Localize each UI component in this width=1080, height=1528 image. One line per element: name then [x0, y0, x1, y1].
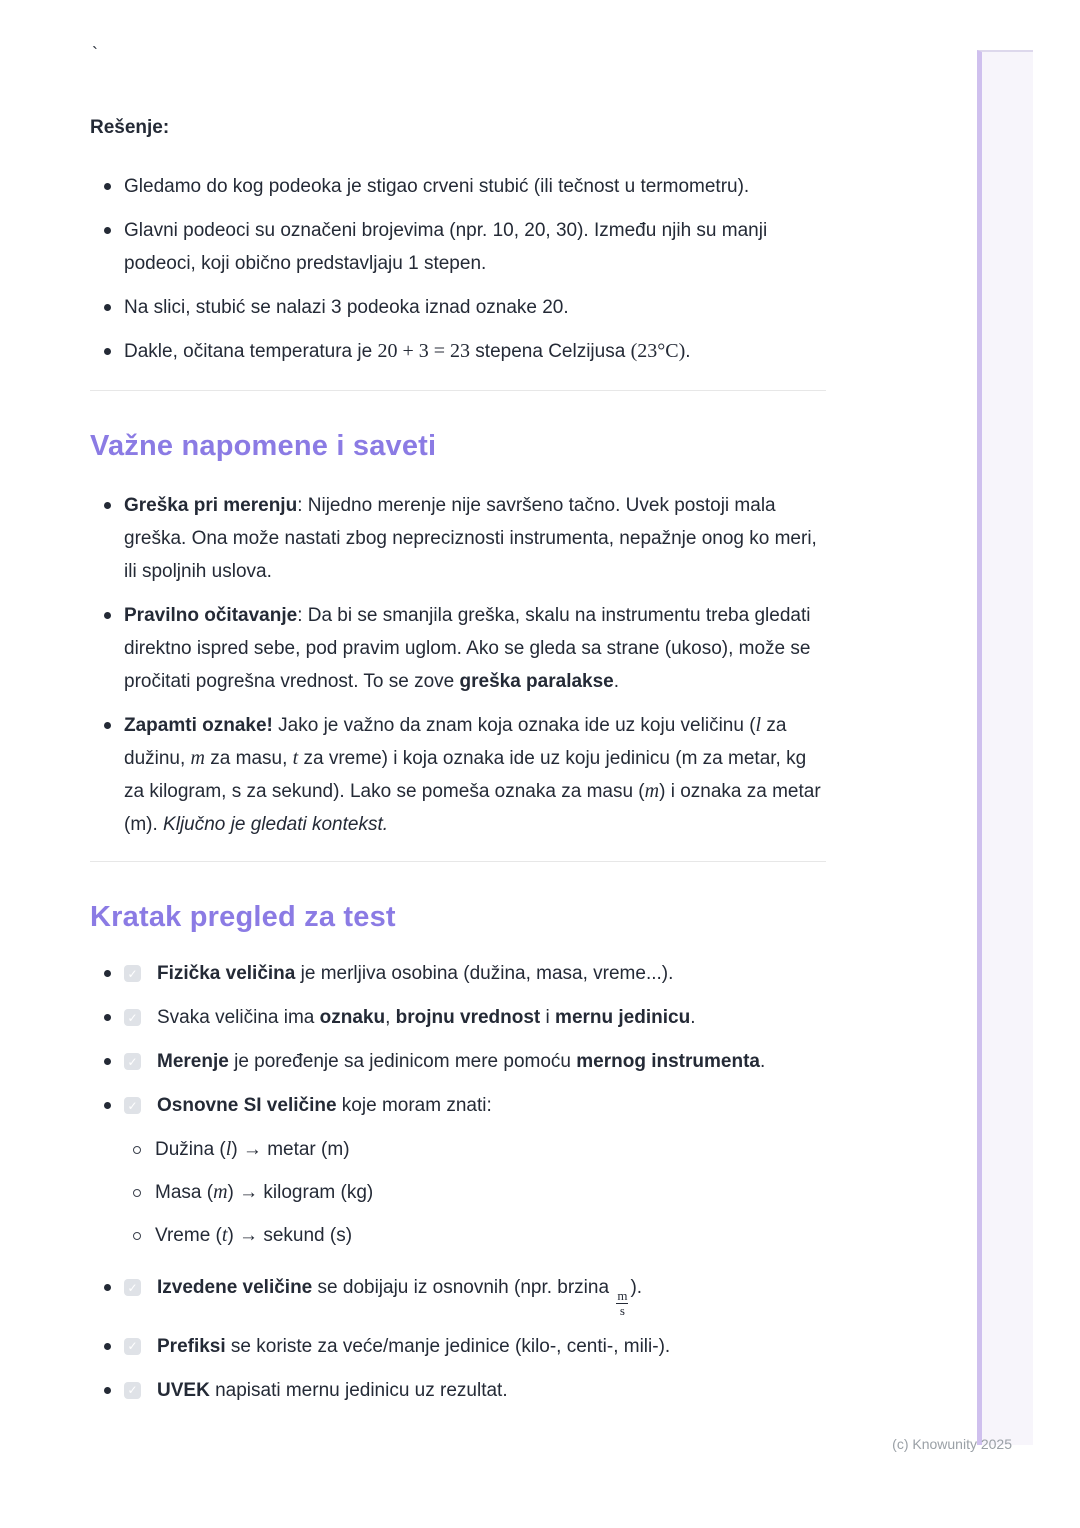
list-item-text: Glavni podeoci su označeni brojevima (npr. 10, 20, 30). Između njih su manji podeoci, koji obično predstavljaju 1 stepen.	[124, 220, 768, 274]
checklist-item	[90, 1089, 826, 1122]
sublist-item-text: Masa (m) → kilogram (kg)	[155, 1181, 374, 1203]
bullet-icon	[104, 304, 111, 311]
checklist-item	[90, 957, 826, 990]
review-section-title: Kratak pregled za test	[90, 901, 396, 933]
checklist-item	[90, 1271, 826, 1319]
list-item-text: Greška pri merenju: Nijedno merenje nije savršeno tačno. Uvek postoji mala greška. Ona može nastati zbog nepreciznosti instrumenta, nepažnje onog ko meri, ili spoljnih uslova.	[124, 495, 817, 582]
checklist-item	[90, 1374, 826, 1407]
checkbox-checked-icon: ✓	[124, 1382, 141, 1399]
checklist-item-text: Osnovne SI veličine koje moram znati:	[157, 1095, 492, 1116]
sublist-item	[90, 1219, 826, 1252]
sublist-item-text: Dužina (l) → metar (m)	[155, 1138, 350, 1160]
checklist-item-text: Prefiksi se koriste za veće/manje jedinice (kilo-, centi-, mili-).	[157, 1335, 671, 1357]
checklist-item-text: Merenje je poređenje sa jedinicom mere pomoću mernog instrumenta.	[157, 1051, 766, 1072]
solution-title: Rešenje:	[90, 117, 170, 138]
bullet-icon	[104, 227, 111, 234]
document-body	[90, 0, 826, 1418]
list-item-text: Pravilno očitavanje: Da bi se smanjila greška, skalu na instrumentu treba gledati direktno ispred sebe, pod pravim uglom. Ako se gleda sa strane (ukoso), može se pročitati pogrešna vrednost. To se zove greška paralakse.	[124, 605, 811, 692]
circle-bullet-icon	[133, 1189, 141, 1197]
list-item	[90, 489, 826, 588]
bullet-icon	[104, 1102, 111, 1109]
solution-list	[90, 170, 826, 368]
circle-bullet-icon	[133, 1146, 141, 1154]
list-item	[90, 335, 826, 368]
list-item	[90, 709, 826, 841]
notes-section-title: Važne napomene i saveti	[90, 430, 437, 462]
sublist-item-text: Vreme (t) → sekund (s)	[155, 1224, 353, 1246]
bullet-icon	[104, 970, 111, 977]
bullet-icon	[104, 1284, 111, 1291]
bullet-icon	[104, 1343, 111, 1350]
checkbox-checked-icon: ✓	[124, 965, 141, 982]
copyright-text: (c) Knowunity 2025	[892, 1436, 1012, 1452]
checklist-item	[90, 1330, 826, 1363]
notes-list	[90, 489, 826, 841]
checkbox-checked-icon: ✓	[124, 1279, 141, 1296]
fraction: $\frac{m}{s}$	[617, 1288, 628, 1319]
section-divider	[90, 861, 826, 862]
bullet-icon	[104, 348, 111, 355]
stray-backtick-char: `	[92, 44, 98, 64]
checkbox-checked-icon: ✓	[124, 1053, 141, 1070]
checkbox-checked-icon: ✓	[124, 1338, 141, 1355]
review-checklist	[90, 957, 826, 1407]
list-item	[90, 291, 826, 324]
bullet-icon	[104, 502, 111, 509]
list-item	[90, 214, 826, 280]
checklist-item-text: Fizička veličina je merljiva osobina (dužina, masa, vreme...).	[157, 963, 674, 984]
bullet-icon	[104, 183, 111, 190]
checklist-item	[90, 1045, 826, 1078]
si-units-sublist	[90, 1133, 826, 1252]
circle-bullet-icon	[133, 1232, 141, 1240]
list-item	[90, 599, 826, 698]
bullet-icon	[104, 612, 111, 619]
checklist-item-text: Svaka veličina ima oznaku, brojnu vrednost i mernu jedinicu.	[157, 1007, 696, 1028]
sublist-item	[90, 1133, 826, 1166]
bullet-icon	[104, 722, 111, 729]
bullet-icon	[104, 1387, 111, 1394]
list-item	[90, 170, 826, 203]
list-item-text: Zapamti oznake! Jako je važno da znam koja oznaka ide uz koju veličinu (l za dužinu, m za masu, t za vreme) i koja oznaka ide uz koju jedinicu (m za metar, kg za kilogram, s za sekund). Lako se pomeša oznaka za masu (m) i oznaka za metar (m). Ključno je gledati kontekst.	[124, 714, 821, 835]
checklist-item-text: Izvedene veličine se dobijaju iz osnovnih (npr. brzina $\frac{m}{s}$ ).	[157, 1277, 643, 1319]
checkbox-checked-icon: ✓	[124, 1097, 141, 1114]
bullet-icon	[104, 1014, 111, 1021]
sublist-item	[90, 1176, 826, 1209]
list-item-text: Na slici, stubić se nalazi 3 podeoka iznad oznake 20.	[124, 297, 569, 318]
section-divider	[90, 390, 826, 391]
bullet-icon	[104, 1058, 111, 1065]
checklist-item-text: UVEK napisati mernu jedinicu uz rezultat.	[157, 1379, 508, 1401]
checklist-item	[90, 1001, 826, 1034]
list-item-text: Dakle, očitana temperatura je 20 + 3 = 23 stepena Celzijusa (23°C).	[124, 340, 691, 362]
list-item-text: Gledamo do kog podeoka je stigao crveni stubić (ili tečnost u termometru).	[124, 176, 750, 197]
right-margin-panel	[977, 50, 1033, 1445]
checkbox-checked-icon: ✓	[124, 1009, 141, 1026]
